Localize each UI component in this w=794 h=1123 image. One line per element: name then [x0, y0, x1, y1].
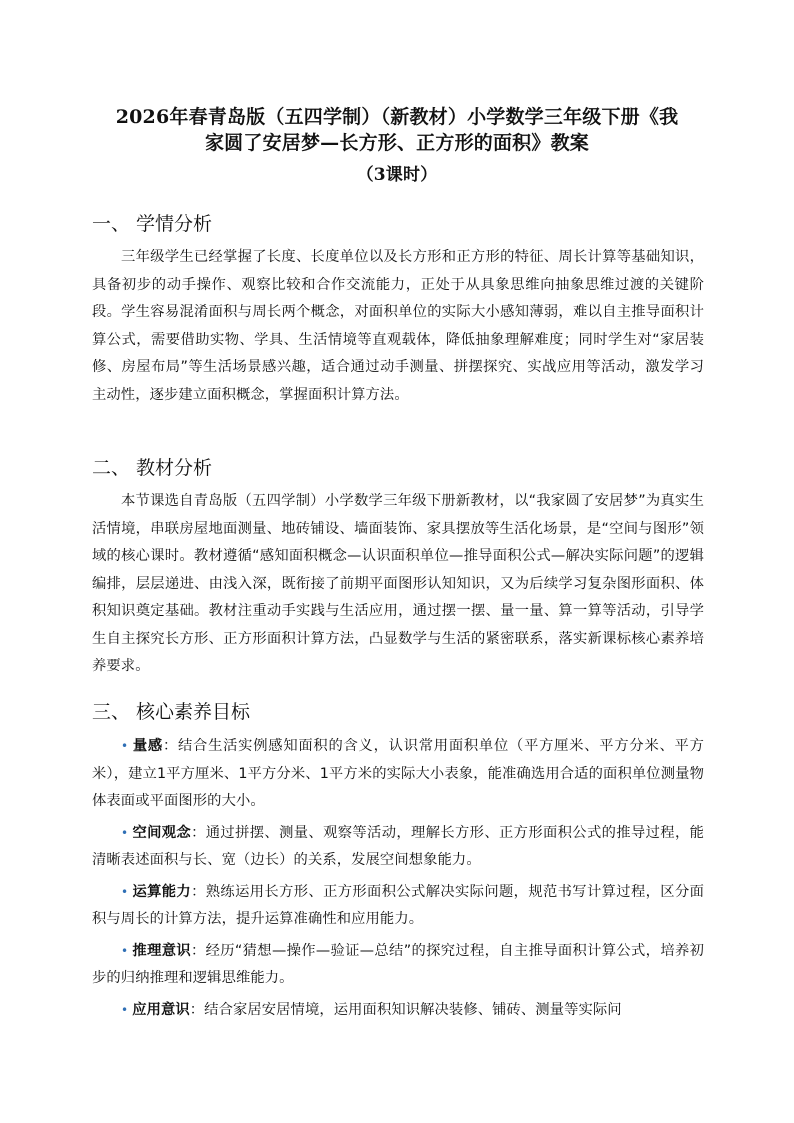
section-heading-learner-analysis: 一、 学情分析: [92, 213, 213, 235]
document-title-line-2: 家圆了安居梦—长方形、正方形的面积》教案: [204, 132, 589, 154]
bullet-text: ：结合生活实例感知面积的含义，认识常用面积单位（平方厘米、平方分米、平方米），建立1平方厘米、1平方分米、1平方米的实际大小表象，能准确选用合适的面积单位测量物体表面或平面图形的大小。: [92, 738, 704, 809]
list-item: [92, 938, 704, 993]
document-subtitle: （3课时）: [356, 165, 438, 185]
bullet-dot-icon: •: [121, 943, 129, 958]
bullet-term: 运算能力: [132, 883, 192, 900]
bullet-term: 空间观念: [132, 824, 192, 841]
bullet-dot-icon: •: [121, 1002, 129, 1017]
bullet-dot-icon: •: [121, 825, 129, 840]
bullet-term: 应用意识: [132, 1001, 190, 1018]
list-item: [92, 733, 704, 816]
bullet-dot-icon: •: [121, 739, 129, 753]
core-goals-list: [92, 733, 704, 1028]
bullet-text: ：经历“猜想—操作—验证—总结”的探究过程，自主推导面积计算公式，培养初步的归纳推理和逻辑思维能力。: [92, 942, 704, 986]
section-paragraph-textbook-analysis: 本节课选自青岛版（五四学制）小学数学三年级下册新教材，以“我家圆了安居梦”为真实生活情境，串联房屋地面测量、地砖铺设、墙面装饰、家具摆放等生活化场景，是“空间与图形”领域的核心课时。教材遵循“感知面积概念—认识面积单位—推导面积公式—解决实际问题”的逻辑编排，层层递进、由浅入深，既衔接了前期平面图形认知知识，又为后续学习复杂图形面积、体积知识奠定基础。教材注重动手实践与生活应用，通过摆一摆、量一量、算一算等活动，引导学生自主探究长方形、正方形面积计算方法，凸显数学与生活的紧密联系，落实新课标核心素养培养要求。: [92, 493, 704, 674]
list-item: [92, 997, 704, 1025]
document-title-line-1: 2026年春青岛版（五四学制）（新教材）小学数学三年级下册《我: [115, 106, 679, 128]
section-paragraph-learner-analysis: 三年级学生已经掌握了长度、长度单位以及长方形和正方形的特征、周长计算等基础知识，具备初步的动手操作、观察比较和合作交流能力，正处于从具象思维向抽象思维过渡的关键阶段。学生容易混淆面积与周长两个概念，对面积单位的实际大小感知薄弱，难以自主推导面积计算公式，需要借助实物、学具、生活情境等直观载体，降低抽象理解难度；同时学生对“家居装修、房屋布局”等生活场景感兴趣，适合通过动手测量、拼摆探究、实战应用等活动，激发学习主动性，逐步建立面积概念，掌握面积计算方法。: [92, 249, 704, 403]
list-item: [92, 879, 704, 934]
section-heading-textbook-analysis: 二、 教材分析: [92, 457, 213, 479]
section-heading-core-goals: 三、 核心素养目标: [92, 701, 251, 723]
list-item: [92, 820, 704, 875]
bullet-text: ：结合家居安居情境，运用面积知识解决装修、铺砖、测量等实际问: [189, 1001, 622, 1018]
bullet-term: 推理意识: [132, 942, 191, 959]
bullet-dot-icon: •: [121, 884, 129, 899]
document-title-block: [90, 104, 704, 186]
bullet-text: ：熟练运用长方形、正方形面积公式解决实际问题，规范书写计算过程，区分面积与周长的计算方法，提升运算准确性和应用能力。: [92, 883, 704, 927]
bullet-term: 量感: [132, 738, 163, 754]
bullet-text: ：通过拼摆、测量、观察等活动，理解长方形、正方形面积公式的推导过程，能清晰表述面积与长、宽（边长）的关系，发展空间想象能力。: [92, 824, 704, 868]
